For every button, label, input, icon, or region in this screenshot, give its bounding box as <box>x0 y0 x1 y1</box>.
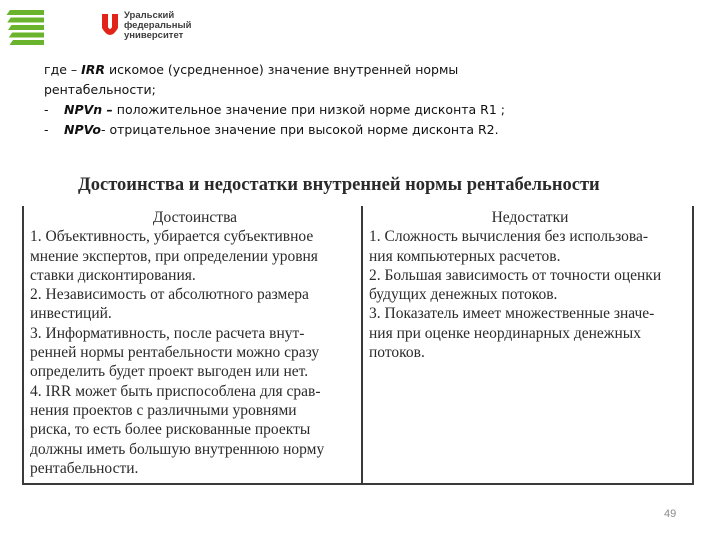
university-name <box>124 11 191 41</box>
advantages-line: 1. Объективность, убирается субъективное <box>30 228 314 246</box>
advantages-line: 2. Независимость от абсолютного размера <box>30 286 309 304</box>
page-number: 49 <box>664 508 677 520</box>
advantages-header: Достоинства <box>152 209 238 226</box>
column-divider <box>361 206 363 485</box>
text-span: где – <box>44 62 82 77</box>
advantages-line: 4. IRR может быть приспособлена для срав- <box>30 382 321 400</box>
disadvantages-line: 3. Показатель имеет множественные значе- <box>369 305 655 323</box>
university-name-line: Уральский <box>124 10 175 21</box>
disadvantages-line: будущих денежных потоков. <box>369 286 558 304</box>
disadvantages-header: Недостатки <box>491 209 569 226</box>
advantages-line: определить будет проект выгоден или нет. <box>30 363 309 381</box>
npvo-term: NPVo <box>64 122 101 137</box>
formula-explanation <box>44 60 684 140</box>
advantages-line: ренней нормы рентабельности можно сразу <box>30 344 320 362</box>
disadvantages-line: потоков. <box>369 344 425 362</box>
disadvantages-line: 2. Большая зависимость от точности оценки <box>369 266 662 284</box>
disadvantages-line: ния компьютерных расчетов. <box>369 247 561 265</box>
bullet-npvo <box>44 120 684 140</box>
university-u-logo-icon <box>100 12 120 40</box>
advantages-line: ставки дисконтирования. <box>30 266 196 284</box>
university-stripes-logo-icon <box>0 10 44 46</box>
advantages-line: рентабельности. <box>30 459 139 477</box>
advantages-line: нения проектов с различными уровнями <box>30 401 297 419</box>
text-span: положительное значение при низкой норме дисконта R1 ; <box>112 102 505 117</box>
explanation-line <box>44 60 684 80</box>
irr-term: IRR <box>81 62 106 77</box>
disadvantages-line: ния при оценке неординарных денежных <box>369 324 641 342</box>
dash-marker: - <box>44 102 49 117</box>
slide-header <box>0 0 720 52</box>
explanation-line: рентабельности; <box>44 82 156 97</box>
advantages-line: 3. Информативность, после расчета внут- <box>30 324 305 342</box>
disadvantages-column <box>369 208 691 362</box>
dash-marker: - <box>44 122 49 137</box>
university-name-line: университет <box>124 30 184 41</box>
advantages-line: мнение экспертов, при определении уровня <box>30 247 318 265</box>
disadvantages-line: 1. Сложность вычисления без использова- <box>369 228 649 246</box>
bullet-npvn <box>44 100 684 120</box>
advantages-line: риска, то есть более рискованные проекты <box>30 421 311 439</box>
npvn-term: NPVn – <box>64 102 113 117</box>
university-name-line: федеральный <box>124 20 192 31</box>
advantages-line: должны иметь большую внутреннюю норму <box>30 440 325 458</box>
advantages-line: инвестиций. <box>30 305 112 323</box>
text-span: - отрицательное значение при высокой норме дисконта R2. <box>100 122 499 137</box>
text-span: искомое (усредненное) значение внутренней нормы <box>105 62 459 77</box>
advantages-column <box>30 208 360 478</box>
table-title: Достоинства и недостатки внутренней нормы рентабельности <box>78 175 600 195</box>
